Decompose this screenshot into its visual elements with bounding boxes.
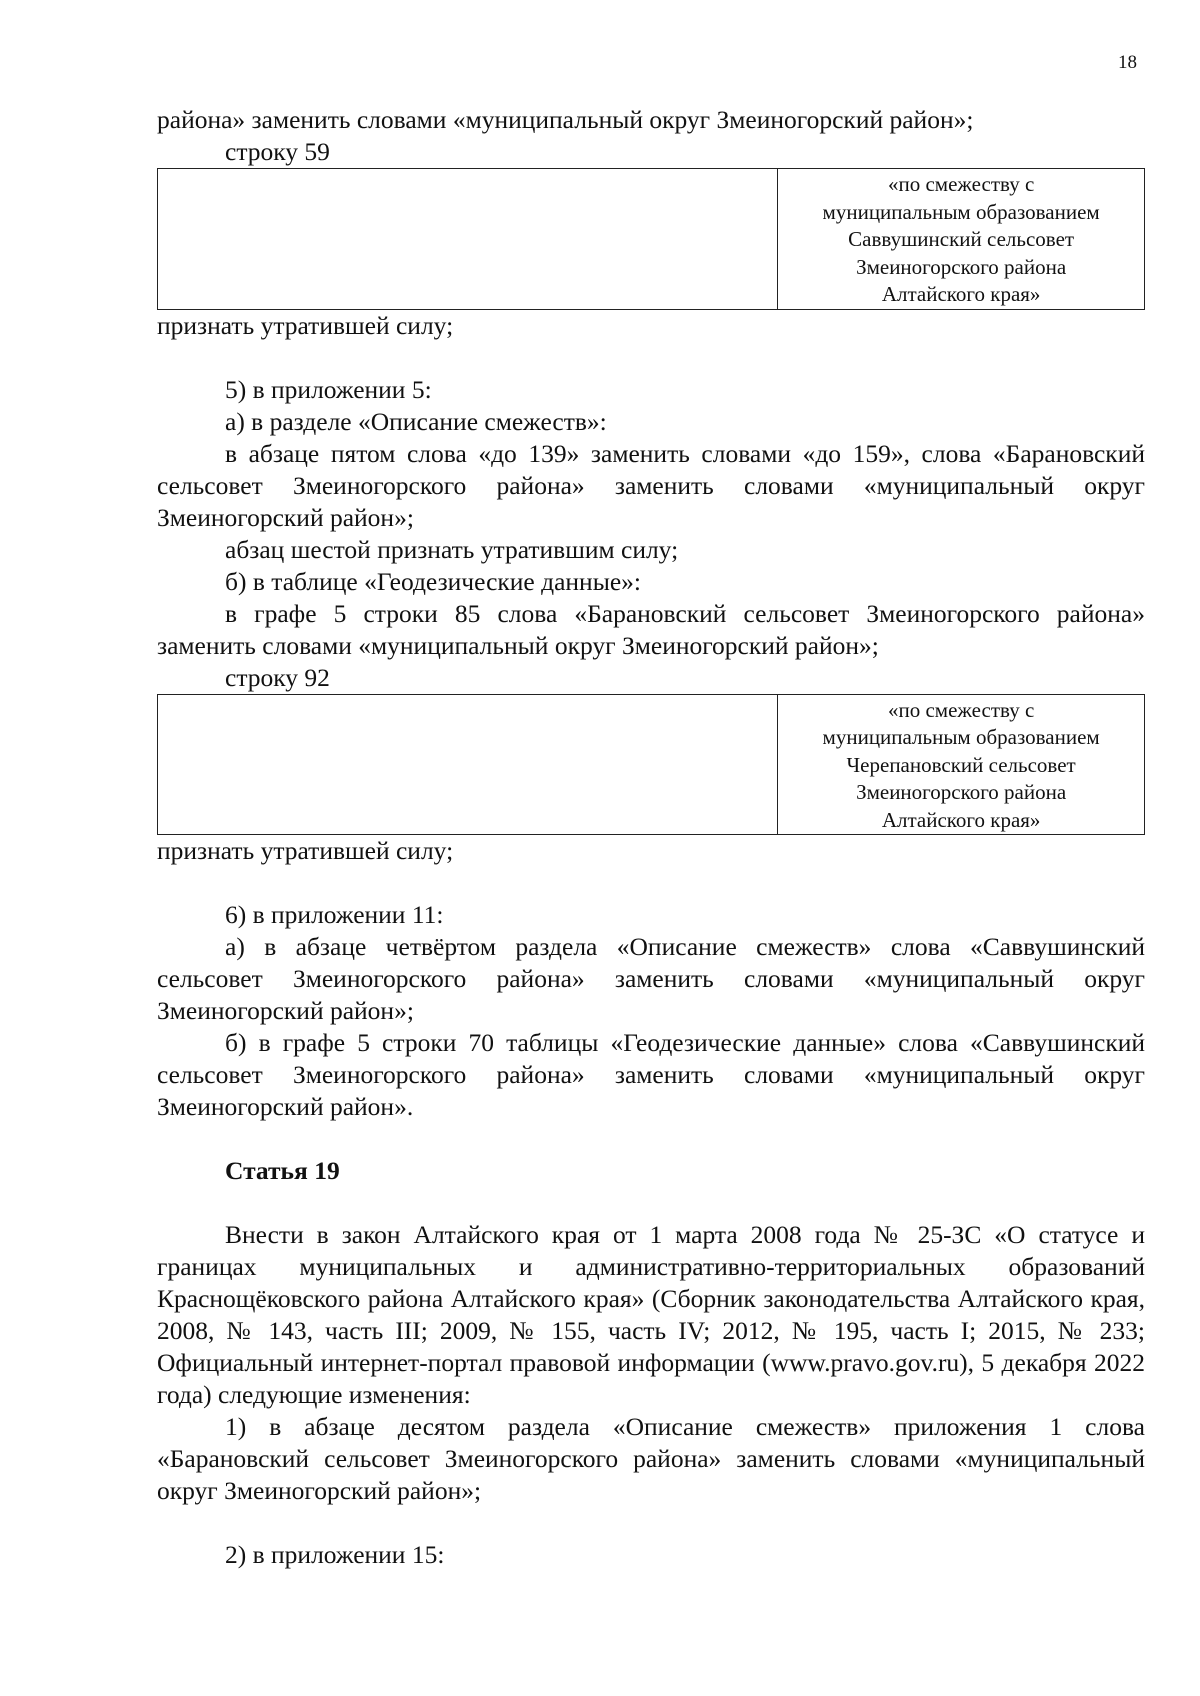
spacer: [157, 1123, 1145, 1155]
paragraph-article-intro: Внести в закон Алтайского края от 1 марта 2008 года № 25-ЗС «О статусе и границах муниципальных и административно-территориальных образований Краснощёковского района Алтайского края» (Сборник законодательства Алтайского края, 2008, № 143, часть III; 2009, № 155, часть IV; 2012, № 195, часть I; 2015, № 233; Официальный интернет-портал правовой информации (www.pravo.gov.ru), 5 декабря 2022 года) следующие изменения:: [157, 1220, 1145, 1409]
replacement-table-row-92: [157, 694, 1145, 836]
table-value-cell: [778, 694, 1145, 835]
cell-line: Черепановский сельсовет: [846, 752, 1076, 777]
paragraph-article-item-1: 1) в абзаце десятом раздела «Описание смежеств» приложения 1 слова «Барановский сельсовет Змеиногорского района» заменить словами «муниципальный округ Змеиногорский район»;: [157, 1412, 1145, 1505]
cell-line: муниципальным образованием: [822, 725, 1100, 749]
paragraph-item-6b: б) в графе 5 строки 70 таблицы «Геодезические данные» слова «Саввушинский сельсовет Змеиногорского района» заменить словами «муниципальный округ Змеиногорский район».: [157, 1028, 1145, 1121]
article-title: Статья 19: [225, 1156, 340, 1185]
paragraph-void: признать утратившей силу;: [157, 310, 454, 340]
cell-line: Саввушинский сельсовет: [848, 227, 1075, 251]
table-empty-cell: [158, 169, 778, 310]
spacer: [157, 867, 1145, 899]
cell-line: «по смежеству с: [888, 697, 1035, 722]
paragraph-continuation: района» заменить словами «муниципальный округ Змеиногорский район»;: [157, 105, 974, 134]
cell-line: Змеиногорского района: [856, 780, 1067, 804]
page-number: 18: [1118, 52, 1137, 73]
document-body: [157, 104, 1145, 1571]
spacer: [157, 342, 1145, 374]
table-empty-cell: [158, 694, 778, 835]
paragraph-item-5: 5) в приложении 5:: [225, 374, 432, 404]
paragraph-item-6: 6) в приложении 11:: [225, 900, 444, 929]
table-row: [158, 694, 1145, 835]
paragraph-row-59-label: строку 59: [225, 137, 330, 166]
paragraph-item-5b: б) в таблице «Геодезические данные»:: [225, 566, 641, 596]
replacement-table-row-59: [157, 168, 1145, 310]
cell-line: муниципальным образованием: [822, 199, 1100, 224]
paragraph-item-5a: а) в разделе «Описание смежеств»:: [225, 406, 607, 436]
paragraph-item-5b-text: в графе 5 строки 85 слова «Барановский сельсовет Змеиногорского района» заменить словами «муниципальный округ Змеиногорский район»;: [157, 598, 1145, 660]
spacer: [157, 1507, 1145, 1539]
paragraph-row-92-label: строку 92: [225, 662, 330, 692]
table-value-cell: [778, 169, 1145, 310]
paragraph-void: признать утратившей силу;: [157, 836, 454, 865]
paragraph-article-item-2: 2) в приложении 15:: [225, 1540, 445, 1569]
cell-line: Алтайского края»: [881, 282, 1041, 306]
cell-line: «по смежеству с: [888, 172, 1035, 196]
cell-line: Змеиногорского района: [856, 254, 1067, 279]
paragraph-item-6a: а) в абзаце четвёртом раздела «Описание смежеств» слова «Саввушинский сельсовет Змеиногорского района» заменить словами «муниципальный округ Змеиногорский район»;: [157, 932, 1145, 1025]
paragraph-item-5a-text: в абзаце пятом слова «до 139» заменить словами «до 159», слова «Барановский сельсовет Змеиногорского района» заменить словами «муниципальный округ Змеиногорский район»;: [157, 438, 1145, 532]
table-row: [158, 169, 1145, 310]
spacer: [157, 1187, 1145, 1219]
paragraph-item-5a-sixth: абзац шестой признать утратившим силу;: [225, 534, 679, 564]
cell-line: Алтайского края»: [881, 807, 1041, 832]
